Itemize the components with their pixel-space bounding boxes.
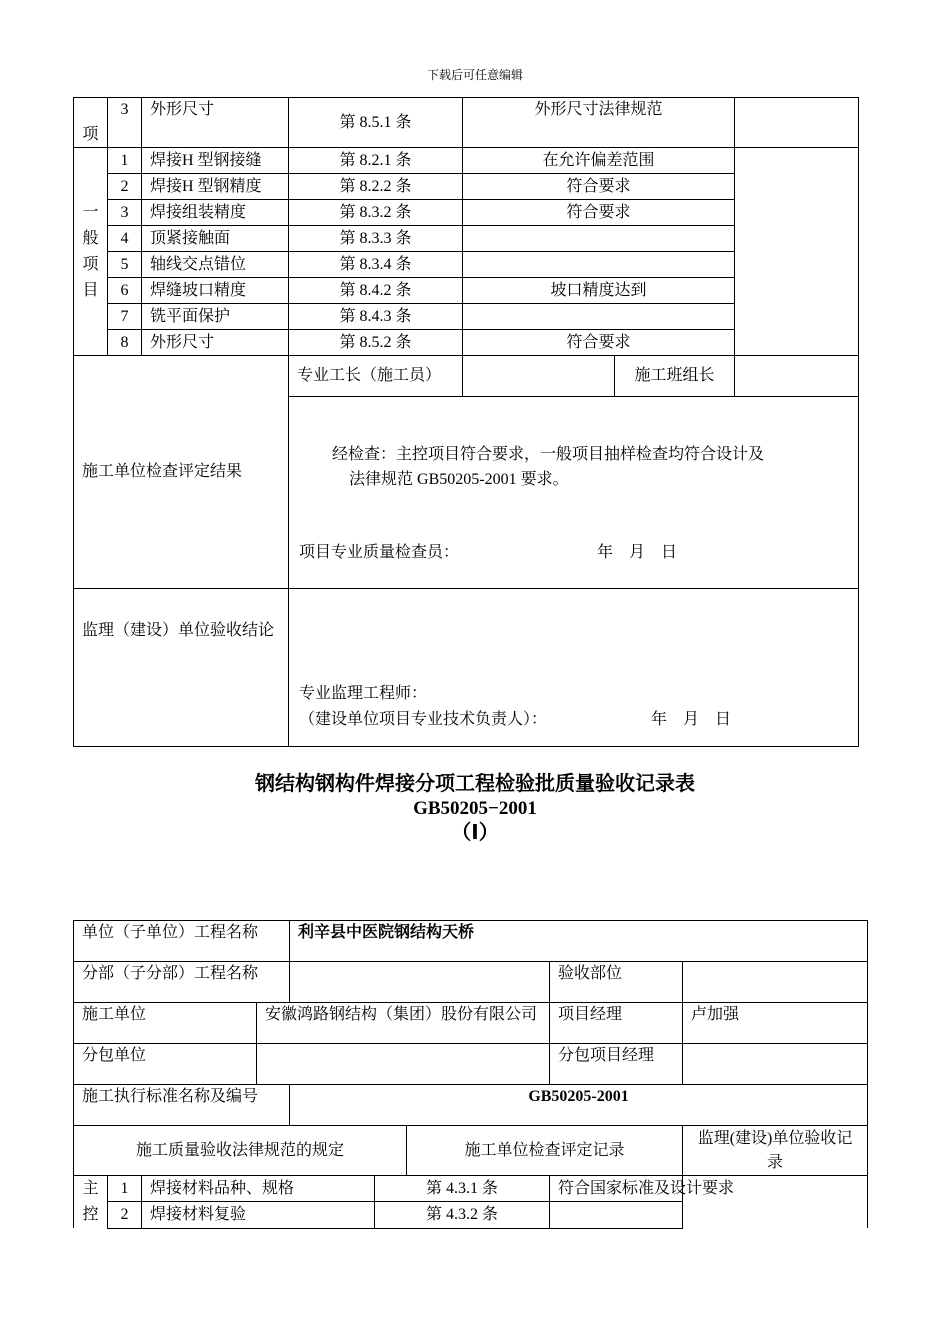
- foreman-value: [463, 356, 615, 397]
- contractor-label: 施工单位: [74, 1003, 257, 1044]
- row-number: 8: [108, 330, 142, 356]
- row-number: 6: [108, 278, 142, 304]
- contractor-value: 安徽鸿路钢结构（集团）股份有限公司: [257, 1003, 550, 1044]
- standard-row: [74, 1085, 868, 1126]
- column-header-row: [74, 1126, 868, 1176]
- supervision-cell: [289, 589, 859, 747]
- supervision-label-cell: [74, 589, 289, 747]
- row-number: 7: [108, 304, 142, 330]
- check-record: [463, 252, 735, 278]
- col-supervision: 监理(建设)单位验收记录: [683, 1126, 868, 1176]
- sub-pm-label: 分包项目经理: [550, 1044, 683, 1085]
- inspection-table-continued: [73, 97, 859, 747]
- supervision-record: [735, 98, 859, 148]
- foreman-label: 专业工长（施工员）: [289, 356, 463, 397]
- main-row: [74, 1176, 868, 1202]
- subcontractor-row: [74, 1044, 868, 1085]
- main-item-row: [74, 98, 859, 148]
- item-name: 焊缝坡口精度: [142, 278, 289, 304]
- item-name: 焊接材料复验: [142, 1202, 375, 1228]
- acceptance-part-value: [683, 962, 868, 1003]
- signature-row: [74, 356, 859, 397]
- item-name: 外形尺寸: [142, 98, 289, 148]
- form-standard: GB50205−2001: [413, 798, 537, 819]
- project-row: [74, 921, 868, 962]
- check-record: [463, 304, 735, 330]
- check-record: 符合要求: [463, 174, 735, 200]
- row-number: 2: [108, 1202, 142, 1228]
- project-name-value: 利辛县中医院钢结构天桥: [290, 921, 868, 962]
- supervision-label: 监理（建设）单位验收结论: [82, 622, 275, 639]
- check-record: 符合要求: [463, 200, 735, 226]
- standard-label: 施工执行标准名称及编号: [74, 1085, 290, 1126]
- row-number: 4: [108, 226, 142, 252]
- contractor-row: [74, 1003, 868, 1044]
- inspection-date: 年 月 日: [597, 544, 678, 561]
- item-name: 顶紧接触面: [142, 226, 289, 252]
- division-value: [290, 962, 550, 1003]
- form-roman-number: （Ⅰ）: [451, 822, 499, 844]
- item-name: 焊接H 型钢精度: [142, 174, 289, 200]
- division-row: [74, 962, 868, 1003]
- item-name: 外形尺寸: [142, 330, 289, 356]
- acceptance-part-label: 验收部位: [550, 962, 683, 1003]
- pm-label: 项目经理: [550, 1003, 683, 1044]
- page-header: 下载后可任意编辑: [426, 68, 523, 82]
- main-item-label: 项: [74, 98, 108, 148]
- check-record: 在允许偏差范围: [463, 148, 735, 174]
- check-record: 符合要求: [463, 330, 735, 356]
- check-record: 坡口精度达到: [463, 278, 735, 304]
- clause: 第 8.5.1 条: [289, 98, 463, 148]
- clause: 第 8.2.1 条: [289, 148, 463, 174]
- supervision-row: [74, 589, 859, 747]
- clause: 第 8.2.2 条: [289, 174, 463, 200]
- result-text-1: 经检查：主控项目符合要求，一般项目抽样检查均符合设计及: [332, 446, 765, 463]
- clause: 第 4.3.2 条: [375, 1202, 550, 1228]
- supervision-record: [735, 148, 859, 356]
- clause: 第 8.4.2 条: [289, 278, 463, 304]
- division-label: 分部（子分部）工程名称: [74, 962, 290, 1003]
- owner-rep-label: （建设单位项目专业技术负责人）：: [299, 711, 548, 728]
- engineer-label: 专业监理工程师：: [299, 685, 428, 702]
- team-leader-label: 施工班组长: [615, 356, 735, 397]
- item-name: 焊接H 型钢接缝: [142, 148, 289, 174]
- item-name: 焊接材料品种、规格: [142, 1176, 375, 1202]
- row-number: 5: [108, 252, 142, 278]
- row-number: 1: [108, 1176, 142, 1202]
- inspector-label: 项目专业质量检查员：: [299, 544, 460, 561]
- pm-value: 卢加强: [683, 1003, 868, 1044]
- result-cell: [289, 397, 859, 589]
- main-control-label: 主 控: [74, 1176, 108, 1229]
- check-record: 外形尺寸法律规范: [463, 98, 735, 148]
- clause: 第 8.5.2 条: [289, 330, 463, 356]
- sub-pm-value: [683, 1044, 868, 1085]
- check-record: [463, 226, 735, 252]
- clause: 第 8.3.2 条: [289, 200, 463, 226]
- item-name: 铣平面保护: [142, 304, 289, 330]
- clause: 第 8.4.3 条: [289, 304, 463, 330]
- form-title: 钢结构钢构件焊接分项工程检验批质量验收记录表: [255, 773, 695, 795]
- subcontractor-value: [257, 1044, 550, 1085]
- item-name: 焊接组装精度: [142, 200, 289, 226]
- clause: 第 8.3.4 条: [289, 252, 463, 278]
- general-item-label: 一 般 项 目: [74, 148, 108, 356]
- inspection-table: [73, 920, 868, 1229]
- standard-value: GB50205-2001: [290, 1085, 868, 1126]
- col-record: 施工单位检查评定记录: [407, 1126, 683, 1176]
- project-name-label: 单位（子单位）工程名称: [74, 921, 290, 962]
- row-number: 1: [108, 148, 142, 174]
- check-record: [550, 1202, 683, 1228]
- check-record: 符合国家标准及设计要求: [550, 1176, 683, 1202]
- team-leader-value: [735, 356, 859, 397]
- subcontractor-label: 分包单位: [74, 1044, 257, 1085]
- item-name: 轴线交点错位: [142, 252, 289, 278]
- general-row: [74, 148, 859, 174]
- result-text-2: 法律规范 GB50205-2001 要求。: [349, 471, 569, 488]
- row-number: 2: [108, 174, 142, 200]
- clause: 第 4.3.1 条: [375, 1176, 550, 1202]
- supervision-date: 年 月 日: [651, 711, 732, 728]
- clause: 第 8.3.3 条: [289, 226, 463, 252]
- row-number: 3: [108, 98, 142, 148]
- row-number: 3: [108, 200, 142, 226]
- col-spec: 施工质量验收法律规范的规定: [74, 1126, 407, 1176]
- result-label: 施工单位检查评定结果: [74, 356, 289, 589]
